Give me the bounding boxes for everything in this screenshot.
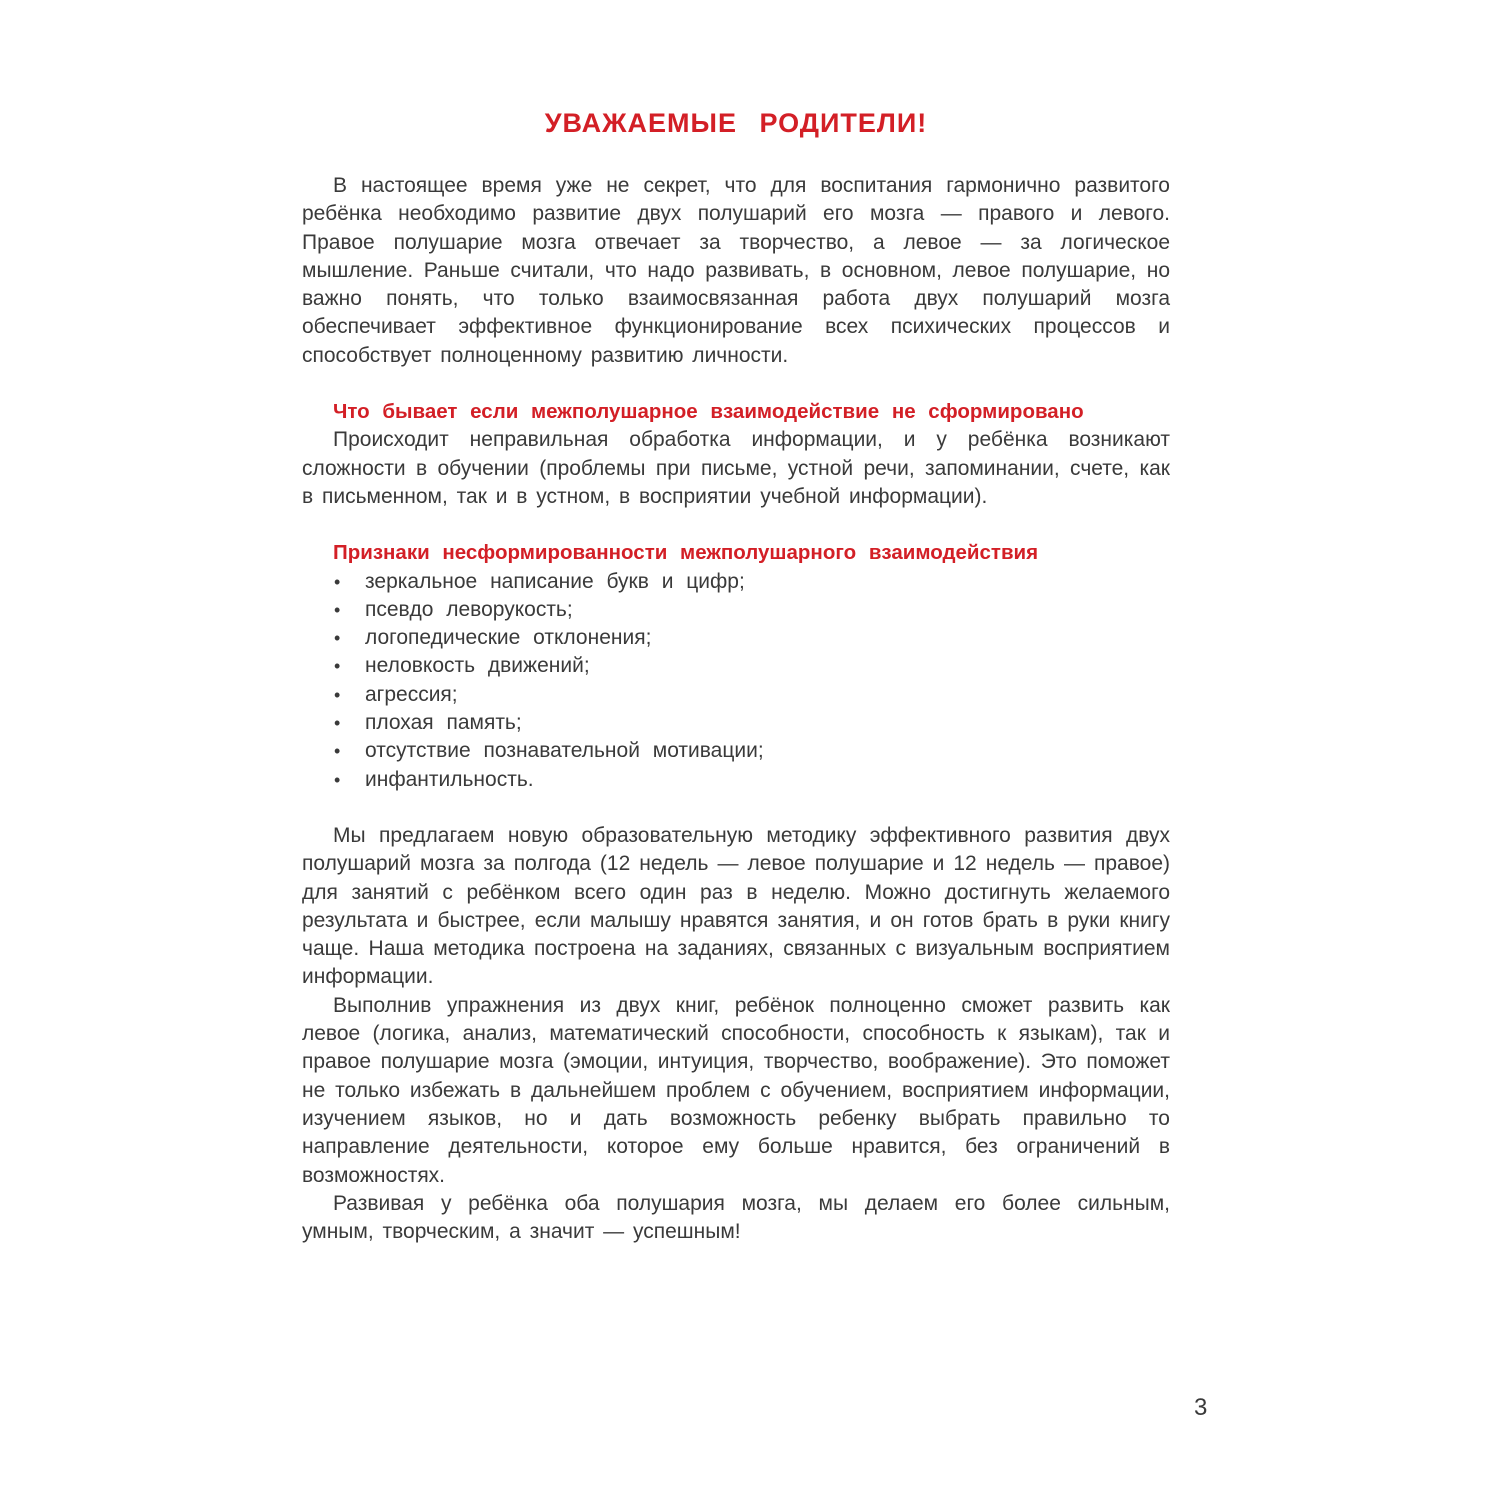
bullet-icon: • [334, 769, 341, 790]
list-item: • неловкость движений; [302, 652, 1170, 680]
spacer [302, 370, 1170, 398]
method-paragraph: Мы предлагаем новую образовательную методику эффективного развития двух полушарий мозга за полгода (12 недель — левое полушарие и 12 недель — правое) для занятий с ребёнком всего один раз в неделю. Можно достигнуть желаемого результата и быстрее, если малышу нравятся занятия, и он готов брать в руки книгу чаще. Наша методика построена на заданиях, связанных с визуальным восприятием информации. [302, 823, 1170, 989]
list-item: • инфантильность. [302, 766, 1170, 794]
consequences-paragraph: Происходит неправильная обработка информации, и у ребёнка возникают сложности в обучении (проблемы при письме, устной речи, запоминании, счете, как в письменном, так и в устном, в восприятии учебной информации). [302, 428, 1170, 508]
section-heading-consequences: Что бывает если межполушарное взаимодействие не сформировано [333, 400, 1084, 424]
list-item: • псевдо леворукость; [302, 596, 1170, 624]
page-title: УВАЖАЕМЫЕ РОДИТЕЛИ! [544, 108, 928, 138]
page-number: 3 [1194, 1394, 1208, 1421]
benefits-paragraph: Выполнив упражнения из двух книг, ребёнок полноценно сможет развить как левое (логика, анализ, математический способности, способность к языкам), так и правое полушарие мозга (эмоции, интуиция, творчество, воображение). Это поможет не только избежать в дальнейшем проблем с обучением, восприятием информации, изучением языков, но и дать возможность ребенку выбрать правильно то направление деятельности, которое ему больше нравится, без ограничений в возможностях. [302, 993, 1170, 1187]
intro-paragraph: В настоящее время уже не секрет, что для воспитания гармонично развитого ребёнка необходимо развитие двух полушарий его мозга — правого и левого. Правое полушарие мозга отвечает за творчество, а левое — за логическое мышление. Раньше считали, что надо развивать, в основном, левое полушарие, но важно понять, что только взаимосвязанная работа двух полушарий мозга обеспечивает эффективное функционирование всех психических процессов и способствует полноценному развитию личности. [302, 174, 1170, 367]
list-item: • агрессия; [302, 681, 1170, 709]
bullet-icon: • [334, 599, 341, 620]
bullet-icon: • [334, 741, 341, 762]
page-body [302, 104, 1170, 1246]
spacer [302, 794, 1170, 822]
bullet-icon: • [334, 571, 341, 592]
conclusion-paragraph: Развивая у ребёнка оба полушария мозга, мы делаем его более сильным, умным, творческим, а значит — успешным! [302, 1191, 1170, 1244]
bullet-icon: • [334, 684, 341, 705]
list-item: • отсутствие познавательной мотивации; [302, 737, 1170, 765]
section-heading-signs: Признаки несформированности межполушарного взаимодействия [333, 541, 1039, 565]
bullet-icon: • [334, 628, 341, 649]
spacer [302, 511, 1170, 539]
list-item: • логопедические отклонения; [302, 624, 1170, 652]
bullet-icon: • [334, 713, 341, 734]
list-item: • плохая память; [302, 709, 1170, 737]
signs-list [302, 568, 1170, 794]
bullet-icon: • [334, 656, 341, 677]
list-item: • зеркальное написание букв и цифр; [302, 568, 1170, 596]
